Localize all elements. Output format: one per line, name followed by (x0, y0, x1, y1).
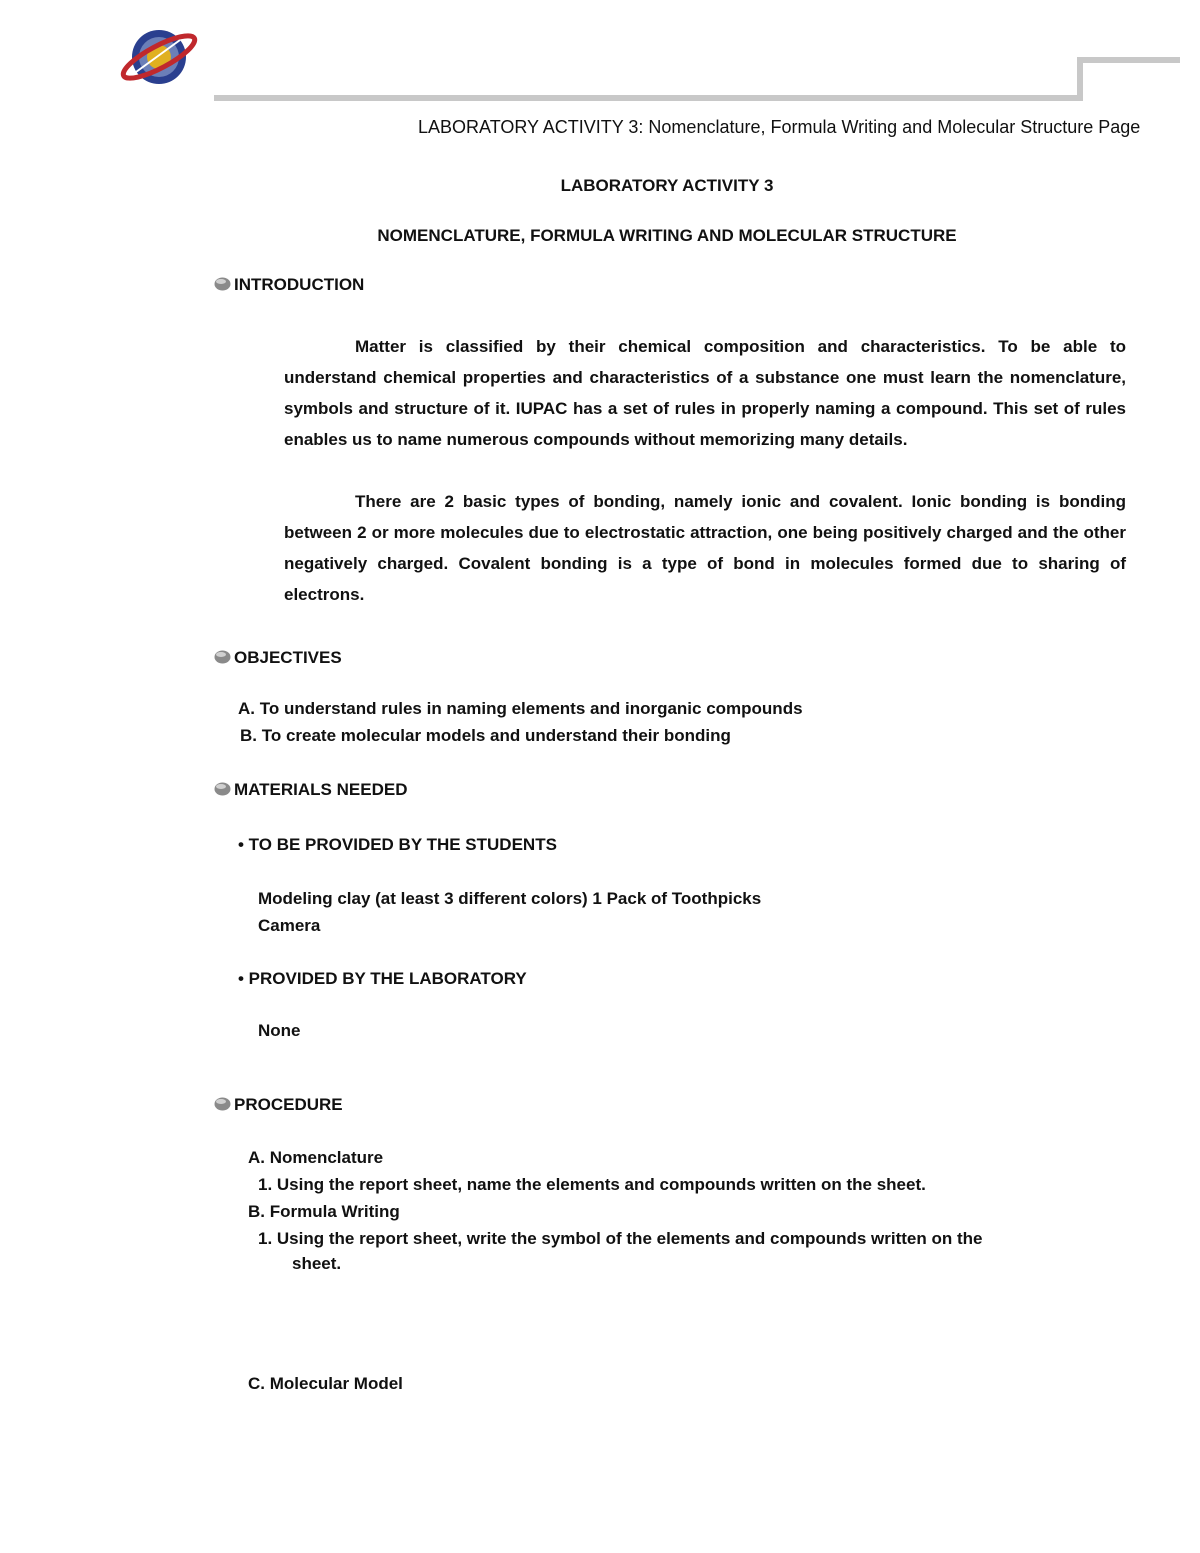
section-heading: OBJECTIVES (234, 648, 342, 667)
procedure-part-b: B. Formula Writing (248, 1202, 400, 1221)
materials-lab-item: None (258, 1021, 301, 1040)
sphere-bullet-icon (214, 649, 231, 664)
materials-student-item: Camera (258, 916, 321, 935)
objective-item: B. To create molecular models and understand their bonding (240, 726, 731, 745)
sphere-bullet-icon (214, 1096, 231, 1111)
section-introduction (214, 275, 364, 295)
procedure-step: 1. Using the report sheet, name the elements and compounds written on the sheet. (258, 1175, 926, 1194)
section-objectives (214, 648, 342, 668)
procedure-step-continuation: sheet. (292, 1254, 342, 1273)
section-heading: MATERIALS NEEDED (234, 780, 408, 799)
intro-paragraph-1: Matter is classified by their chemical composition and characteristics. To be able to understand chemical properties and characteristics of a substance one must learn the nomenclature, symbols and structure of it. IUPAC has a set of rules in properly naming a compound. This set of rules enables us to name numerous compounds without memorizing many details. (284, 337, 1126, 449)
sphere-bullet-icon (214, 276, 231, 291)
procedure-part-c: C. Molecular Model (248, 1374, 403, 1393)
sphere-bullet-icon (214, 781, 231, 796)
materials-lab-label: • PROVIDED BY THE LABORATORY (238, 969, 527, 988)
section-heading: INTRODUCTION (234, 275, 365, 294)
section-procedure (214, 1095, 343, 1115)
materials-students-label: • TO BE PROVIDED BY THE STUDENTS (238, 835, 557, 854)
section-materials (214, 780, 407, 800)
section-heading: PROCEDURE (234, 1095, 343, 1114)
running-header: LABORATORY ACTIVITY 3: Nomenclature, Formula Writing and Molecular Structure Page (418, 117, 1141, 137)
document-subtitle: NOMENCLATURE, FORMULA WRITING AND MOLECULAR STRUCTURE (377, 226, 957, 245)
procedure-step: 1. Using the report sheet, write the symbol of the elements and compounds written on the (258, 1229, 983, 1248)
document-title: LABORATORY ACTIVITY 3 (560, 176, 774, 195)
objective-item: A. To understand rules in naming elements and inorganic compounds (238, 699, 803, 718)
procedure-part-a: A. Nomenclature (248, 1148, 384, 1167)
intro-paragraph-2: There are 2 basic types of bonding, namely ionic and covalent. Ionic bonding is bonding between 2 or more molecules due to electrostatic attraction, one being positively charged and the other negatively charged. Covalent bonding is a type of bond in molecules formed due to sharing of electrons. (284, 492, 1126, 604)
materials-student-item: Modeling clay (at least 3 different colors) 1 Pack of Toothpicks (258, 889, 762, 908)
school-logo (116, 26, 202, 88)
